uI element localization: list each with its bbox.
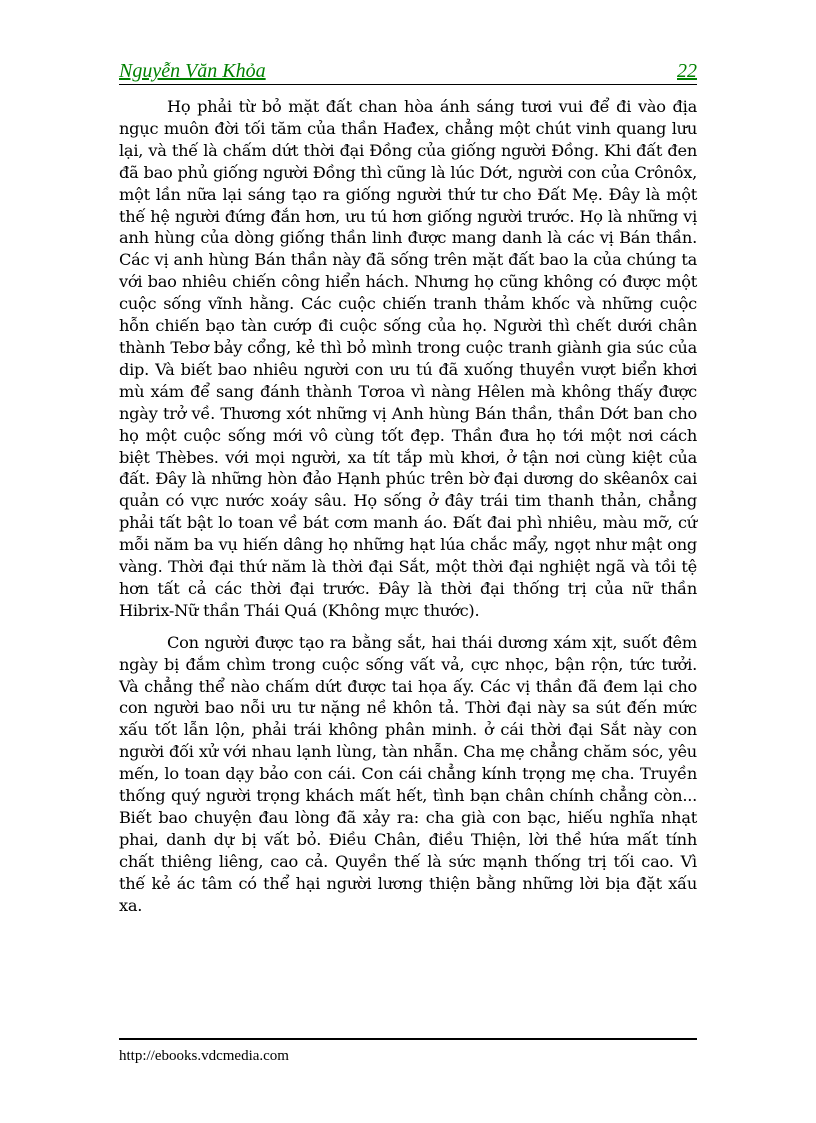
- body-text: [119, 96, 697, 927]
- header-author: Nguyễn Văn Khỏa: [119, 60, 266, 82]
- footer-url-link[interactable]: http://ebooks.vdcmedia.com: [119, 1048, 289, 1064]
- page-header: [119, 60, 697, 85]
- header-page-number: 22: [677, 60, 697, 82]
- page-footer: [119, 1038, 697, 1065]
- paragraph-2: Con người được tạo ra bằng sắt, hai thái dương xám xịt, suốt đêm ngày bị đắm chìm trong cuộc sống vất vả, cực nhọc, bận rộn, tức tưởi. Và chẳng thể nào chấm dứt được tai họa ấy. Các vị thần đã đem lại cho con người bao nỗi ưu tư nặng nề khôn tả. Thời đại này sa sút đến mức xấu tốt lẫn lộn, phải trái không phân minh. ở cái thời đại Sắt này con người đối xử với nhau lạnh lùng, tàn nhẫn. Cha mẹ chẳng chăm sóc, yêu mến, lo toan dạy bảo con cái. Con cái chẳng kính trọng mẹ cha. Truyền thống quý người trọng khách mất hết, tình bạn chân chính chẳng còn... Biết bao chuyện đau lòng đã xảy ra: cha già con bạc, hiếu nghĩa nhạt phai, danh dự bị vất bỏ. Điều Chân, điều Thiện, lời thề hứa mất tính chất thiêng liêng, cao cả. Quyền thế là sức mạnh thống trị tối cao. Vì thế kẻ ác tâm có thể hại người lương thiện bằng những lời bịa đặt xấu xa.: [119, 632, 697, 915]
- paragraph-1: Họ phải từ bỏ mặt đất chan hòa ánh sáng tươi vui để đi vào địa ngục muôn đời tối tăm của thần Hađex, chẳng một chút vinh quang lưu lại, và thế là chấm dứt thời đại Đồng của giống người Đồng. Khi đất đen đã bao phủ giống người Đồng thì cũng là lúc Dớt, người con của Crônôx, một lần nữa lại sáng tạo ra giống người thứ tư cho Đất Mẹ. Đây là một thế hệ người đứng đắn hơn, ưu tú hơn giống người trước. Họ là những vị anh hùng của dòng giống thần linh được mang danh là các vị Bán thần. Các vị anh hùng Bán thần này đã sống trên mặt đất bao la của chúng ta với bao nhiêu chiến công hiển hách. Nhưng họ cũng không có được một cuộc sống vĩnh hằng. Các cuộc chiến tranh thảm khốc và những cuộc hỗn chiến bạo tàn cướp đi cuộc sống của họ. Người thì chết dưới chân thành Tebơ bảy cổng, kẻ thì bỏ mình trong cuộc tranh giành gia súc của dip. Và biết bao nhiêu người con ưu tú đã xuống thuyền vượt biển khơi mù xám để sang đánh thành Tơroa vì nàng Hêlen mà không thấy được ngày trở về. Thương xót những vị Anh hùng Bán thần, thần Dớt ban cho họ một cuộc sống mới vô cùng tốt đẹp. Thần đưa họ tới một nơi cách biệt Thèbes. với mọi người, xa tít tắp mù khơi, ở tận nơi cùng kiệt của đất. Đây là những hòn đảo Hạnh phúc trên bờ đại dương do skêanôx cai quản có vực nước xoáy sâu. Họ sống ở đây trái tim thanh thản, chẳng phải tất bật lo toan về bát cơm manh áo. Đất đai phì nhiêu, màu mỡ, cứ mỗi năm ba vụ hiến dâng họ những hạt lúa chắc mẩy, ngọt như mật ong vàng. Thời đại thứ năm là thời đại Sắt, một thời đại nghiệt ngã và tồi tệ hơn tất cả các thời đại trước. Đây là thời đại thống trị của nữ thần Hibrix-Nữ thần Thái Quá (Không mực thước).: [119, 97, 697, 620]
